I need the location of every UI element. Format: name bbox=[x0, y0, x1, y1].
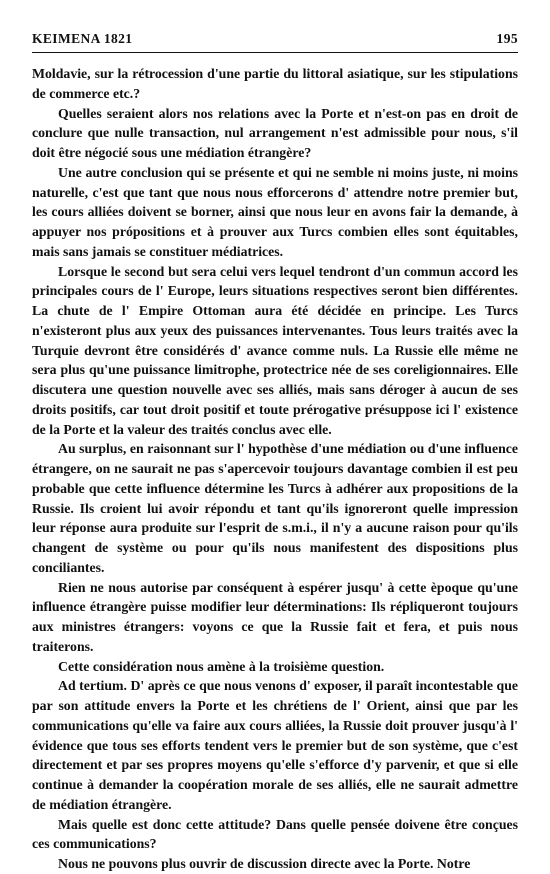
paragraph: Quelles seraient alors nos relations avec la Porte et n'est-on pas en droit de conclure que nulle transaction, nul arrangement n'est admissible pour nous, s'il doit être négocié sous une médiation étrangère? bbox=[32, 105, 518, 160]
running-header bbox=[32, 31, 518, 49]
paragraph: Moldavie, sur la rétrocession d'une partie du littoral asiatique, sur les stipulations de commerce etc.? bbox=[32, 66, 518, 101]
paragraph: Lorsque le second but sera celui vers lequel tendront d'un commun accord les principales cours de l' Europe, leurs situations respectives seront bien différentes. La chute de l' Empire Ottoman aura été décidée en principe. Les Turcs n'existeront plus aux yeux des puissances intervenantes. Tous leurs traités avec la Turquie devront être considérés d' avance comme nuls. La Russie elle même ne sera plus qu'une puissance limitrophe, protectrice née de ses coreligionnaires. Elle discutera une question nouvelle avec ses alliés, mais sans déroger à aucun de ses droits positifs, car tout droit positif et toute prérogative présuppose ici l' existence de la Porte et la valeur des traités conclus avec elle. bbox=[32, 263, 518, 437]
header-rule bbox=[32, 52, 518, 53]
body-text bbox=[32, 64, 518, 874]
paragraph: Cette considération nous amène à la troisième question. bbox=[58, 658, 385, 674]
paragraph: Au surplus, en raisonnant sur l' hypothèse d'une médiation ou d'une influence étrangere, on ne saurait ne pas s'apercevoir toujours davantage combien il est peu probable que cette influence détermine les Turcs à adhérer aux propositions de la Russie. Ils croient lui avoir répondu et tant qu'ils ignoreront quelle impression leur réponse aura produite sur l'esprit de s.m.i., il n'y a aucune raison pour qu'ils changent de système ou pour qu'ils nous manifestent des dispositions plus conciliantes. bbox=[32, 441, 518, 575]
document-page bbox=[32, 0, 518, 871]
paragraph: Une autre conclusion qui se présente et qui ne semble ni moins juste, ni moins naturelle, c'est que tant que nous nous efforcerons d' attendre notre premier but, les cours alliées doivent se borner, ainsi que nous leur en avons fair la demande, à appuyer nos própositions et à prouver aux Turcs combien elles sont équitables, mais sans jamais se constituer médiatrices. bbox=[32, 164, 518, 259]
header-title: KEIMENA 1821 bbox=[32, 31, 133, 46]
paragraph: Rien ne nous autorise par conséquent à espérer jusqu' à cette èpoque qu'une influence étrangère puisse modifier leur déterminations: Ils répliqueront toujours aux ministres étrangers: voyons ce que la Russie fait et fera, et puis nous traiterons. bbox=[32, 579, 518, 654]
paragraph: Nous ne pouvons plus ouvrir de discussion directe avec la Porte. Notre bbox=[58, 856, 471, 871]
paragraph: Ad tertium. D' après ce que nous venons d' exposer, il paraît incontestable que par son attitude envers la Porte et les chrétiens de l' Orient, ainsi que par les communications qu'elle va faire aux cours alliées, la Russie doit prouver jusqu'à l' évidence que tous ses efforts tendent vers le premier but de son système, que c'est directement et par ses propres moyens qu'elle s'efforce d'y parvenir, et que si elle continue à demander la coopération morale de ses alliés, elle ne saurait admettre de médiation étrangère. bbox=[32, 678, 518, 812]
paragraph: Mais quelle est donc cette attitude? Dans quelle pensée doivene être conçues ces communications? bbox=[32, 816, 518, 852]
page-number: 195 bbox=[496, 31, 518, 46]
